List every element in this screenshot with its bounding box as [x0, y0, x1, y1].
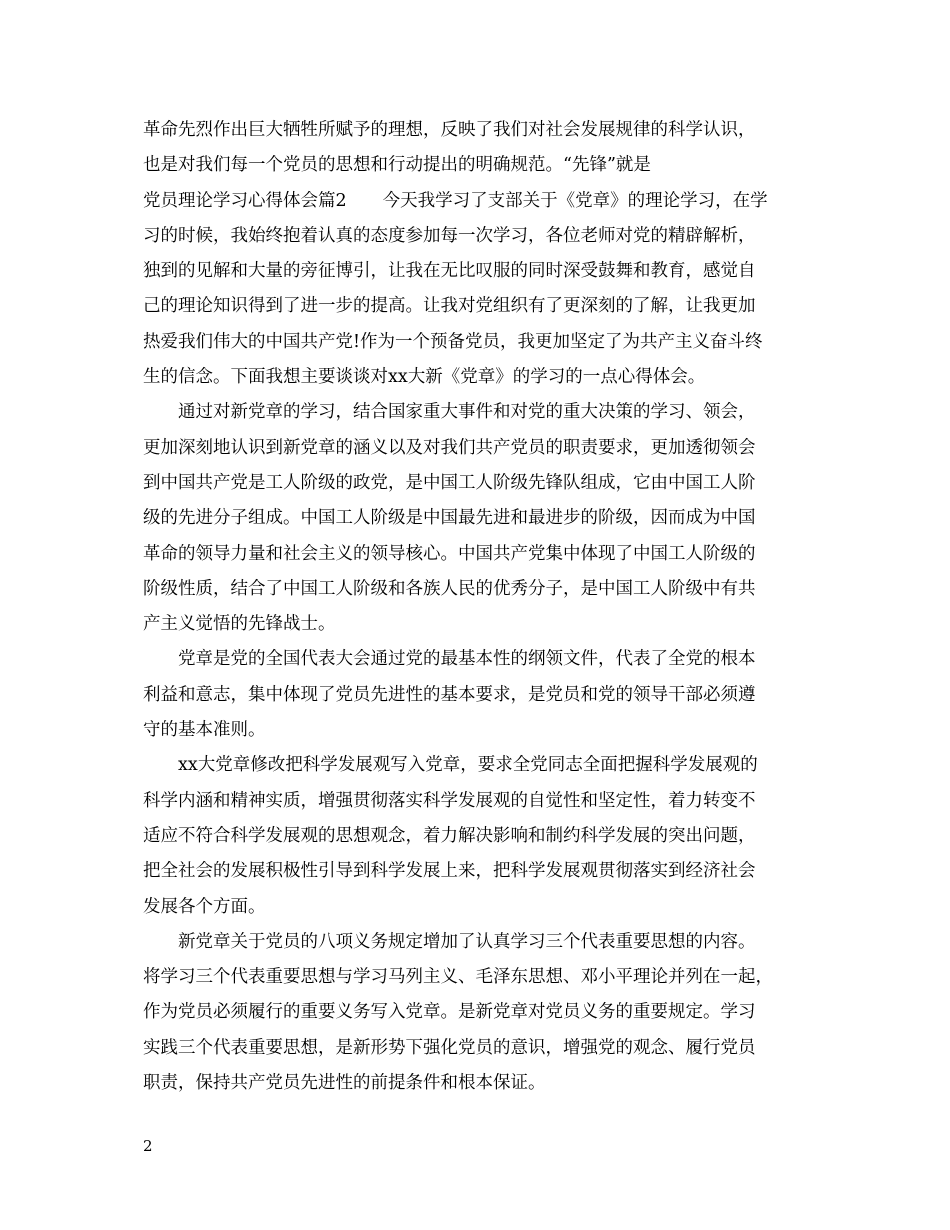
text-line-content: 发展各个方面。	[143, 896, 266, 917]
text-line	[143, 395, 823, 430]
text-line	[143, 1066, 823, 1101]
text-line	[143, 854, 823, 889]
text-line	[143, 819, 823, 854]
text-line	[143, 325, 823, 360]
text-line-content: 党章是党的全国代表大会通过党的最基本性的纲领文件，代表了全党的根本	[178, 649, 756, 670]
text-line-content: 党员理论学习心得体会篇2	[143, 190, 347, 211]
text-line-content: 独到的见解和大量的旁征博引，让我在无比叹服的同时深受鼓舞和教育，感觉自	[143, 261, 756, 282]
page-number: 2	[143, 1137, 153, 1155]
text-line-content: 习的时候，我始终抱着认真的态度参加每一次学习，各位老师对党的精辟解析，	[143, 225, 756, 246]
text-line	[143, 431, 823, 466]
text-line-content: 己的理论知识得到了进一步的提高。让我对党组织有了更深刻的了解，让我更加	[143, 296, 756, 317]
text-line	[143, 713, 823, 748]
document-body	[143, 113, 823, 1101]
text-line	[143, 501, 823, 536]
text-line	[143, 148, 823, 183]
text-line-content: 更加深刻地认识到新党章的涵义以及对我们共产党员的职责要求，更加透彻领会	[143, 437, 756, 458]
text-line-content: xx大党章修改把科学发展观写入党章，要求全党同志全面把握科学发展观的	[178, 755, 758, 776]
text-line	[143, 925, 823, 960]
text-line-content: 科学内涵和精神实质，增强贯彻落实科学发展观的自觉性和坚定性，着力转变不	[143, 790, 756, 811]
text-line-content: 把全社会的发展积极性引导到科学发展上来，把科学发展观贯彻落实到经济社会	[143, 861, 756, 882]
text-line-tail: 今天我学习了支部关于《党章》的理论学习，在学	[382, 190, 768, 211]
text-line	[143, 890, 823, 925]
text-line-content: 实践三个代表重要思想，是新形势下强化党员的意识，增强党的观念、履行党员	[143, 1037, 756, 1058]
text-line-content: 新党章关于党员的八项义务规定增加了认真学习三个代表重要思想的内容。	[178, 931, 756, 952]
text-line-content: 革命的领导力量和社会主义的领导核心。中国共产党集中体现了中国工人阶级的	[143, 543, 756, 564]
text-line-content: 热爱我们伟大的中国共产党!作为一个预备党员，我更加坚定了为共产主义奋斗终	[143, 331, 763, 352]
text-line	[143, 607, 823, 642]
text-line	[143, 642, 823, 677]
text-line	[143, 184, 823, 219]
text-line	[143, 466, 823, 501]
text-line-content: 革命先烈作出巨大牺牲所赋予的理想，反映了我们对社会发展规律的科学认识，	[143, 120, 756, 140]
text-line	[143, 960, 823, 995]
text-line-content: 职责，保持共产党员先进性的前提条件和根本保证。	[143, 1073, 546, 1094]
text-line-content: 适应不符合科学发展观的思想观念，着力解决影响和制约科学发展的突出问题，	[143, 825, 756, 846]
text-line	[143, 254, 823, 289]
text-line	[143, 678, 823, 713]
text-line	[143, 360, 823, 395]
text-line	[143, 289, 823, 324]
text-line-content: 作为党员必须履行的重要义务写入党章。是新党章对党员义务的重要规定。学习	[143, 1002, 756, 1023]
text-line	[143, 572, 823, 607]
text-line	[143, 537, 823, 572]
text-line	[143, 995, 823, 1030]
text-line	[143, 113, 823, 148]
text-line-content: 生的信念。下面我想主要谈谈对xx大新《党章》的学习的一点心得体会。	[143, 367, 706, 388]
text-line	[143, 748, 823, 783]
text-line-content: 也是对我们每一个党员的思想和行动提出的明确规范。“先锋”就是	[143, 155, 651, 176]
text-line-content: 守的基本准则。	[143, 720, 266, 741]
text-line-content: 将学习三个代表重要思想与学习马列主义、毛泽东思想、邓小平理论并列在一起，	[143, 967, 773, 988]
text-line-content: 到中国共产党是工人阶级的政党，是中国工人阶级先锋队组成，它由中国工人阶	[143, 472, 756, 493]
text-line-content: 级的先进分子组成。中国工人阶级是中国最先进和最进步的阶级，因而成为中国	[143, 508, 756, 529]
text-line	[143, 219, 823, 254]
text-line	[143, 1031, 823, 1066]
text-line	[143, 784, 823, 819]
text-line-content: 利益和意志，集中体现了党员先进性的基本要求，是党员和党的领导干部必须遵	[143, 684, 756, 705]
text-line-content: 阶级性质，结合了中国工人阶级和各族人民的优秀分子，是中国工人阶级中有共	[143, 578, 756, 599]
text-line-content: 通过对新党章的学习，结合国家重大事件和对党的重大决策的学习、领会，	[178, 402, 756, 423]
text-line-content: 产主义觉悟的先锋战士。	[143, 614, 336, 635]
